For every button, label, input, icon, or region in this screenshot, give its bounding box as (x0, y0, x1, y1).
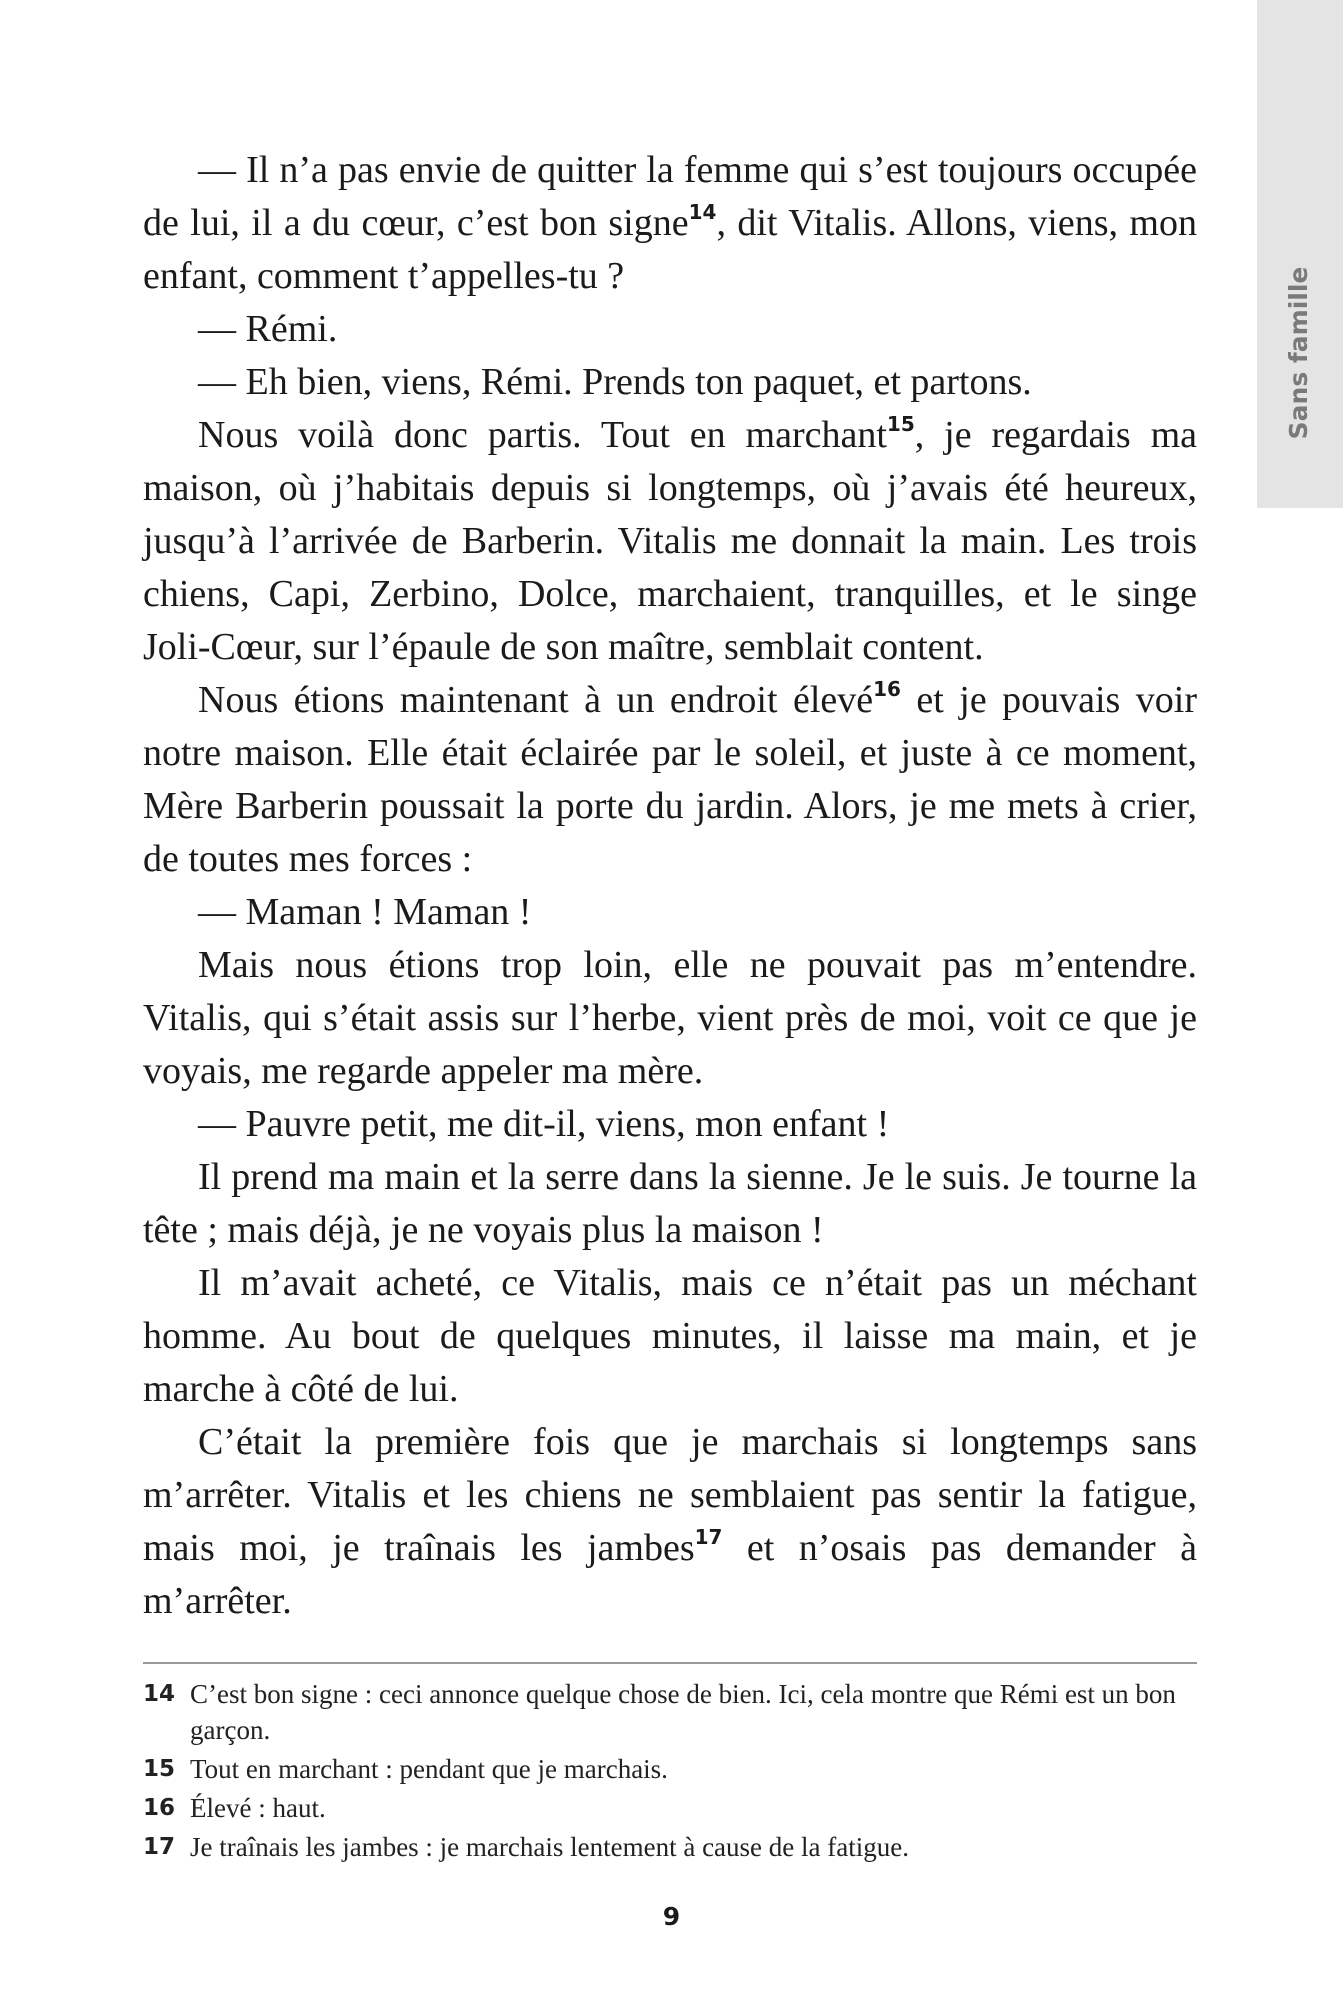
footnote-ref: 17 (694, 1525, 723, 1549)
footnotes (143, 1676, 1197, 1868)
footnote-divider (143, 1662, 1197, 1664)
footnote-text: Je traînais les jambes : je marchais lentement à cause de la fatigue. (190, 1832, 909, 1862)
footnote-number: 16 (143, 1795, 176, 1821)
footnote-number: 15 (143, 1756, 176, 1782)
footnote-text: Tout en marchant : pendant que je marchais. (190, 1754, 668, 1784)
paragraph: — Eh bien, viens, Rémi. Prends ton paquet, et partons. (198, 361, 1032, 403)
paragraph: Nous voilà donc partis. Tout en marchant$^{15}$, je regardais ma maison, où j’habitais depuis si longtemps, où j’avais été heureux, jusqu’à l’arrivée de Barberin. Vitalis me donnait la main. Les trois chiens, Capi, Zerbino, Dolce, marchaient, tranquilles, et le singe Joli-Cœur, sur l’épaule de son maître, semblait content. (143, 412, 1197, 668)
paragraph: Mais nous étions trop loin, elle ne pouvait pas m’entendre. Vitalis, qui s’était assis sur l’herbe, vient près de moi, voit ce que je voyais, me regarde appeler ma mère. (143, 944, 1197, 1092)
footnote-number: 14 (143, 1681, 176, 1707)
footnote (143, 1829, 1197, 1865)
running-title: Sans famille (1284, 266, 1313, 440)
footnote-ref: 14 (688, 200, 717, 224)
footnote-text: C’est bon signe : ceci annonce quelque chose de bien. Ici, cela montre que Rémi est un bon garçon. (190, 1679, 1176, 1745)
footnote-text: Élevé : haut. (190, 1793, 326, 1823)
paragraph: C’était la première fois que je marchais si longtemps sans m’arrêter. Vitalis et les chiens ne semblaient pas sentir la fatigue, mais moi, je traînais les jambes$^{17}$ et n’osais pas demander à m’arrêter. (143, 1421, 1197, 1622)
paragraph: — Rémi. (198, 308, 338, 350)
paragraph: Il m’avait acheté, ce Vitalis, mais ce n’était pas un méchant homme. Au bout de quelques minutes, il laisse ma main, et je marche à côté de lui. (143, 1262, 1197, 1410)
paragraph: Il prend ma main et la serre dans la sienne. Je le suis. Je tourne la tête ; mais déjà, je ne voyais plus la maison ! (143, 1156, 1197, 1251)
body-text (143, 144, 1197, 1628)
paragraph: Nous étions maintenant à un endroit élevé$^{16}$ et je pouvais voir notre maison. Elle était éclairée par le soleil, et juste à ce moment, Mère Barberin poussait la porte du jardin. Alors, je me mets à crier, de toutes mes forces : (143, 677, 1197, 880)
footnote-number: 17 (143, 1834, 176, 1860)
footnote (143, 1790, 1197, 1826)
footnote (143, 1676, 1197, 1748)
footnote-ref: 16 (873, 677, 901, 701)
paragraph: — Pauvre petit, me dit-il, viens, mon enfant ! (198, 1103, 890, 1145)
paragraph: — Maman ! Maman ! (198, 891, 532, 933)
paragraph: — Il n’a pas envie de quitter la femme qui s’est toujours occupée de lui, il a du cœur, c’est bon signe$^{14}$, dit Vitalis. Allons, viens, mon enfant, comment t’appelles-tu ? (143, 149, 1197, 297)
page-number: 9 (662, 1902, 681, 1931)
footnote (143, 1751, 1197, 1787)
footnote-ref: 15 (886, 412, 915, 436)
